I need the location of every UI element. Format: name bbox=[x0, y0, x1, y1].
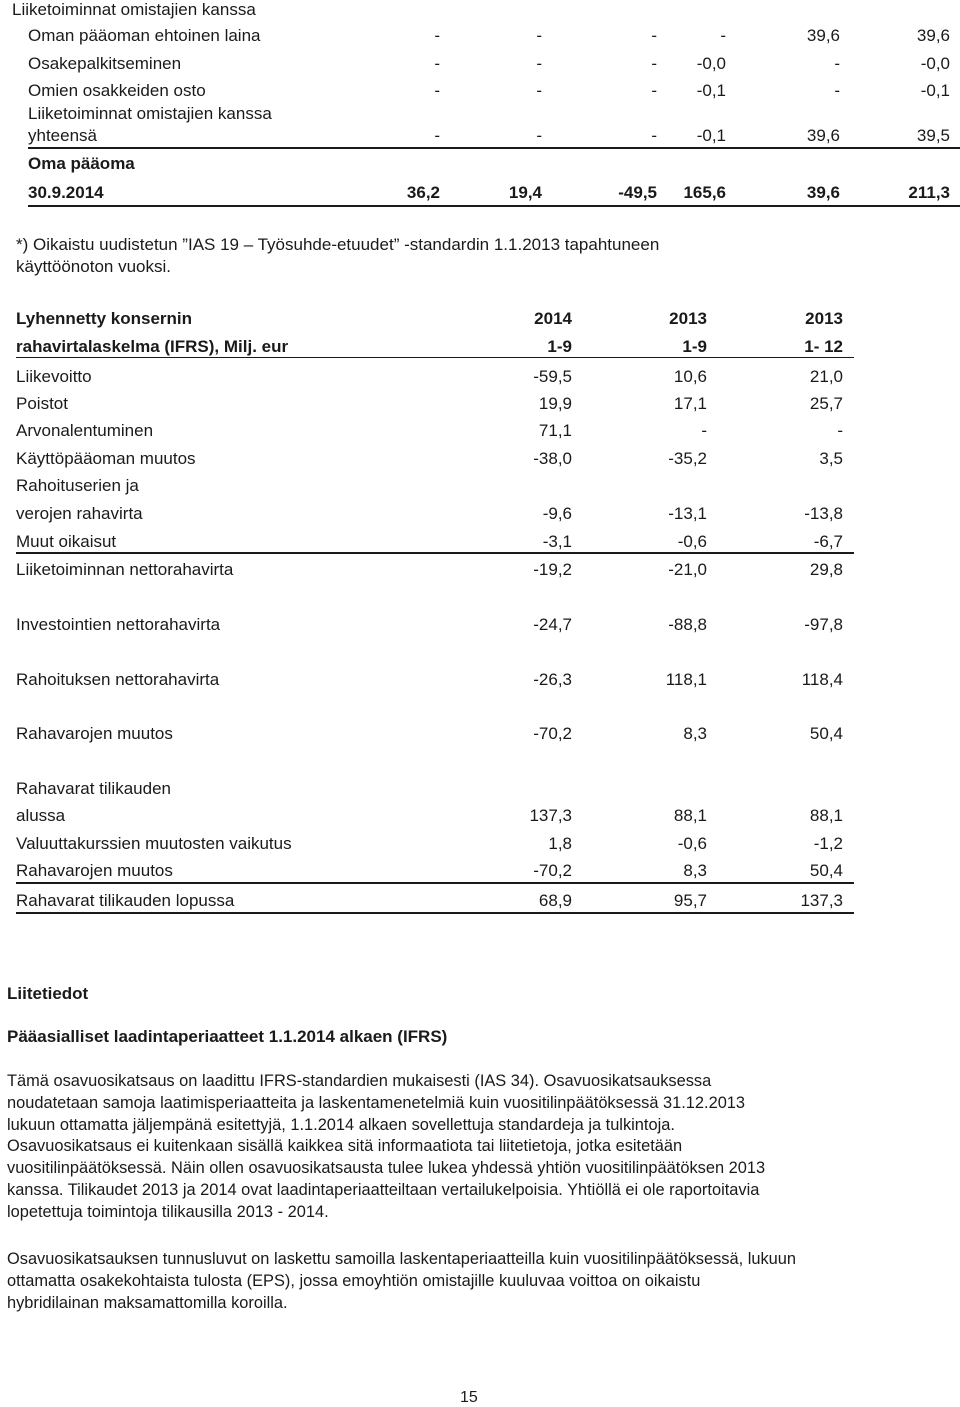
cash-flow-row-value: -1,2 bbox=[813, 834, 843, 853]
equity-total-label-2: yhteensä bbox=[28, 126, 97, 145]
cash-flow-row-value: -13,1 bbox=[668, 504, 707, 523]
cash-flow-row-value: -0,6 bbox=[677, 834, 707, 853]
cash-flow-row-value: 137,3 bbox=[800, 891, 843, 910]
cash-flow-row-value: 21,0 bbox=[809, 367, 843, 386]
balance-value: 36,2 bbox=[406, 183, 440, 202]
notes-subheading: Pääasialliset laadintaperiaatteet 1.1.2014 alkaen (IFRS) bbox=[7, 1027, 448, 1046]
equity-row-value: - bbox=[434, 81, 440, 100]
equity-row-value: -0,1 bbox=[696, 81, 726, 100]
balance-value: -49,5 bbox=[618, 183, 657, 202]
cash-flow-row-label: Rahavarojen muutos bbox=[16, 861, 173, 880]
cash-flow-row-label: Rahoituserien ja bbox=[16, 476, 139, 495]
cash-flow-row-value: 19,9 bbox=[538, 394, 572, 413]
equity-row-value: 39,6 bbox=[916, 26, 950, 45]
cash-flow-row-value: - bbox=[837, 421, 843, 440]
paragraph-2-line: ottamatta osakekohtaista tulosta (EPS), jossa emoyhtiön omistajille kuuluvaa voittoa on oikaistu bbox=[7, 1271, 701, 1290]
cash-flow-row-value: 118,1 bbox=[665, 670, 707, 689]
paragraph-1-line: vuositilinpäätöksessä. Näin ollen osavuosikatsausta tulee lukea yhdessä yhtiön vuositilinpäätöksen 2013 bbox=[7, 1159, 766, 1178]
rahavarojen-muutos-rule bbox=[16, 882, 854, 884]
cash-flow-row-value: 10,6 bbox=[673, 367, 707, 386]
cash-flow-row-value: -38,0 bbox=[533, 449, 572, 468]
equity-total-value: 39,6 bbox=[806, 126, 840, 145]
paragraph-2-line: hybridilainan maksamattomilla koroilla. bbox=[7, 1293, 288, 1312]
cash-flow-row-value: 8,3 bbox=[683, 861, 707, 880]
equity-row-value: - bbox=[651, 81, 657, 100]
cash-flow-row-label: Valuuttakurssien muutosten vaikutus bbox=[16, 834, 292, 853]
cash-flow-row-value: -6,7 bbox=[813, 532, 843, 551]
cash-flow-row-value: 3,5 bbox=[819, 449, 843, 468]
cash-flow-row-value: -19,2 bbox=[533, 560, 572, 579]
cash-flow-row-value: 25,7 bbox=[809, 394, 843, 413]
oma-paaoma-label: Oma pääoma bbox=[28, 154, 135, 173]
cash-flow-row-value: 88,1 bbox=[673, 806, 707, 825]
notes-paragraph-1 bbox=[7, 1071, 927, 1224]
paragraph-1-line: Osavuosikatsaus ei kuitenkaan sisällä kaikkea sitä informaatiota tai liitetietoja, jotka esitetään bbox=[7, 1137, 683, 1156]
equity-row-value: - bbox=[720, 26, 726, 45]
equity-total-value: -0,1 bbox=[696, 126, 726, 145]
cash-flow-row-label: Investointien nettorahavirta bbox=[16, 615, 221, 634]
paragraph-1-line: lopetettuja toimintoja tilikausilla 2013 - 2014. bbox=[7, 1202, 329, 1221]
equity-row-value: - bbox=[651, 26, 657, 45]
cash-flow-row-value: -13,8 bbox=[804, 504, 843, 523]
notes-heading: Liitetiedot bbox=[7, 984, 89, 1003]
cash-flow-row-value: 137,3 bbox=[529, 806, 572, 825]
page-number: 15 bbox=[460, 1389, 478, 1406]
equity-total-value: - bbox=[651, 126, 657, 145]
equity-section-heading: Liiketoiminnat omistajien kanssa bbox=[12, 0, 256, 19]
cash-flow-row-value: 88,1 bbox=[809, 806, 843, 825]
equity-row-value: - bbox=[834, 81, 840, 100]
cash-flow-title-line-1: Lyhennetty konsernin bbox=[16, 309, 193, 328]
equity-row-value: - bbox=[434, 54, 440, 73]
equity-total-rule bbox=[28, 147, 960, 149]
column-year-3: 2013 bbox=[805, 309, 843, 328]
cash-flow-row-value: -26,3 bbox=[533, 670, 572, 689]
equity-row-value: - bbox=[536, 54, 542, 73]
equity-row-value: - bbox=[434, 26, 440, 45]
balance-value: 39,6 bbox=[806, 183, 840, 202]
cash-flow-row-label: Rahoituksen nettorahavirta bbox=[16, 670, 220, 689]
cash-flow-row-value: 50,4 bbox=[809, 861, 843, 880]
equity-row-value: - bbox=[651, 54, 657, 73]
cash-flow-row-label: Rahavarojen muutos bbox=[16, 724, 173, 743]
cash-flow-row-value: -3,1 bbox=[542, 532, 572, 551]
paragraph-1-line: noudatetaan samoja laatimisperiaatteita ja laskentamenetelmiä kuin vuositilinpäätöksessä 31.12.2013 bbox=[7, 1093, 746, 1112]
cash-flow-row-value: -35,2 bbox=[668, 449, 707, 468]
cash-flow-row-value: 29,8 bbox=[809, 560, 843, 579]
cash-flow-row-value: 71,1 bbox=[538, 421, 572, 440]
cash-flow-row-value: -9,6 bbox=[542, 504, 572, 523]
balance-value: 211,3 bbox=[908, 183, 950, 202]
equity-row-value: - bbox=[536, 26, 542, 45]
column-period-2: 1-9 bbox=[682, 337, 707, 356]
cash-flow-title-line-2: rahavirtalaskelma (IFRS), Milj. eur bbox=[16, 337, 289, 356]
cash-flow-row-label: Liikevoitto bbox=[16, 367, 92, 386]
cash-flow-row-label: Poistot bbox=[16, 394, 68, 413]
cash-flow-row-value: -97,8 bbox=[804, 615, 843, 634]
cash-flow-row-value: -70,2 bbox=[533, 724, 572, 743]
equity-row-label: Oman pääoman ehtoinen laina bbox=[28, 26, 261, 45]
cash-flow-row-label: Käyttöpääoman muutos bbox=[16, 449, 196, 468]
paragraph-2-line: Osavuosikatsauksen tunnusluvut on laskettu samoilla laskentaperiaatteilla kuin vuositilinpäätöksessä, lukuun bbox=[7, 1250, 797, 1268]
cash-flow-row-label: alussa bbox=[16, 806, 66, 825]
equity-total-label-1: Liiketoiminnat omistajien kanssa bbox=[28, 104, 272, 123]
column-year-1: 2014 bbox=[534, 309, 572, 328]
equity-row-value: -0,0 bbox=[920, 54, 950, 73]
cash-flow-row-value: 118,4 bbox=[801, 670, 843, 689]
equity-total-value: - bbox=[434, 126, 440, 145]
equity-row-value: -0,0 bbox=[696, 54, 726, 73]
cash-flow-row-label: Arvonalentuminen bbox=[16, 421, 154, 440]
cash-flow-row-label: Rahavarat tilikauden bbox=[16, 779, 171, 798]
column-period-3: 1- 12 bbox=[804, 337, 843, 356]
equity-row-label: Omien osakkeiden osto bbox=[28, 81, 206, 100]
cash-flow-row-value: -59,5 bbox=[533, 367, 572, 386]
balance-rule bbox=[28, 205, 960, 207]
cash-flow-row-value: 1,8 bbox=[548, 834, 572, 853]
cash-flow-row-value: 8,3 bbox=[683, 724, 707, 743]
paragraph-1-line: lukuun ottamatta jäljempänä esitettyjä, 1.1.2014 alkaen sovellettuja standardeja ja tulkintoja. bbox=[7, 1115, 675, 1134]
cash-end-rule bbox=[16, 912, 854, 914]
equity-total-value: - bbox=[536, 126, 542, 145]
cash-flow-row-value: 95,7 bbox=[673, 891, 707, 910]
cash-flow-row-label: Muut oikaisut bbox=[16, 532, 117, 551]
footnote-line-1: *) Oikaistu uudistetun ”IAS 19 – Työsuhde-etuudet” -standardin 1.1.2013 tapahtuneen bbox=[16, 235, 660, 254]
column-year-2: 2013 bbox=[669, 309, 707, 328]
cash-flow-row-value: -24,7 bbox=[533, 615, 572, 634]
cash-flow-row-value: -88,8 bbox=[668, 615, 707, 634]
notes-paragraph-2 bbox=[7, 1249, 927, 1314]
muut-oikaisut-rule bbox=[16, 552, 854, 554]
balance-value: 19,4 bbox=[508, 183, 542, 202]
cash-flow-row-value: 50,4 bbox=[809, 724, 843, 743]
balance-value: 165,6 bbox=[683, 183, 726, 202]
equity-total-value: 39,5 bbox=[916, 126, 950, 145]
cash-flow-header-rule bbox=[16, 357, 854, 358]
cash-flow-row-value: 68,9 bbox=[538, 891, 572, 910]
paragraph-1-line: kanssa. Tilikaudet 2013 ja 2014 ovat laadintaperiaatteiltaan vertailukelpoisia. Yhtiöllä ei ole raportoitavia bbox=[7, 1180, 760, 1199]
cash-flow-row-value: -70,2 bbox=[533, 861, 572, 880]
balance-label: 30.9.2014 bbox=[28, 183, 104, 202]
cash-flow-row-label: Rahavarat tilikauden lopussa bbox=[16, 891, 235, 910]
cash-flow-row-value: -0,6 bbox=[677, 532, 707, 551]
equity-row-label: Osakepalkitseminen bbox=[28, 54, 182, 73]
column-period-1: 1-9 bbox=[547, 337, 572, 356]
cash-flow-row-label: verojen rahavirta bbox=[16, 504, 143, 523]
footnote-line-2: käyttöönoton vuoksi. bbox=[16, 257, 171, 276]
cash-flow-row-value: 17,1 bbox=[673, 394, 707, 413]
cash-flow-row-value: -21,0 bbox=[668, 560, 707, 579]
cash-flow-row-label: Liiketoiminnan nettorahavirta bbox=[16, 560, 234, 579]
cash-flow-row-value: - bbox=[701, 421, 707, 440]
equity-row-value: -0,1 bbox=[920, 81, 950, 100]
equity-row-value: 39,6 bbox=[806, 26, 840, 45]
equity-row-value: - bbox=[536, 81, 542, 100]
paragraph-1-line: Tämä osavuosikatsaus on laadittu IFRS-standardien mukaisesti (IAS 34). Osavuosikatsauksessa bbox=[7, 1072, 712, 1090]
equity-row-value: - bbox=[834, 54, 840, 73]
